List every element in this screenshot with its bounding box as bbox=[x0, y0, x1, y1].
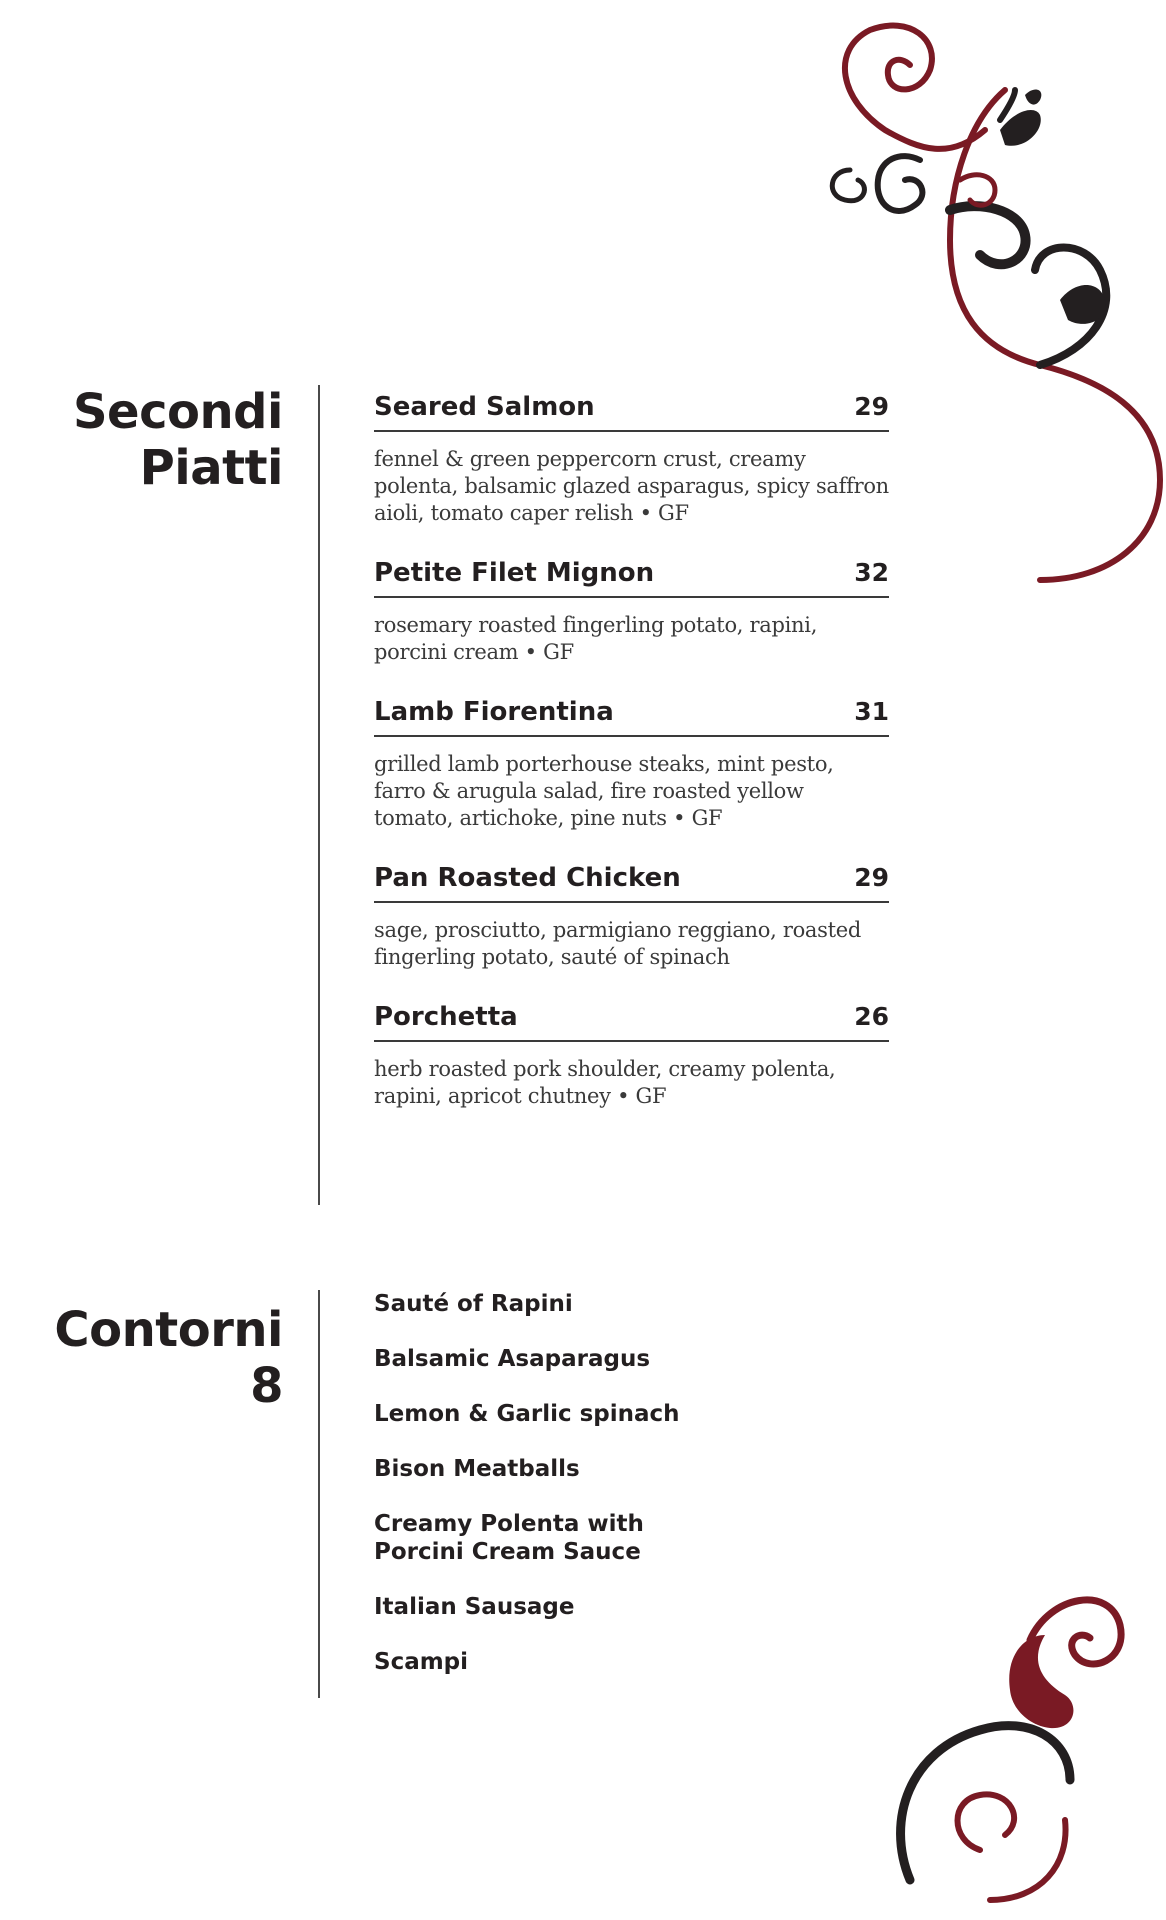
dish-description: grilled lamb porterhouse steaks, mint pesto, farro & arugula salad, fire roasted yellow tomato, artichoke, pine nuts • GF bbox=[374, 752, 834, 830]
dish-header bbox=[374, 863, 889, 903]
contorni-list bbox=[374, 1290, 889, 1703]
dish-name: Porchetta bbox=[374, 1002, 518, 1032]
section-title-secondi-piatti bbox=[73, 384, 283, 496]
secondi-dish-list bbox=[374, 392, 889, 1141]
dish-price: 29 bbox=[854, 863, 889, 892]
dish-name: Lamb Fiorentina bbox=[374, 697, 614, 727]
dish-price: 31 bbox=[854, 697, 889, 726]
dish-header bbox=[374, 697, 889, 737]
dish-header bbox=[374, 392, 889, 432]
section-title-line: Secondi bbox=[72, 384, 283, 440]
section-divider bbox=[318, 1290, 320, 1698]
dish-price: 26 bbox=[854, 1002, 889, 1031]
dish-name: Pan Roasted Chicken bbox=[374, 863, 681, 893]
side-item: Bison Meatballs bbox=[374, 1456, 580, 1482]
side-item: Balsamic Asaparagus bbox=[374, 1346, 651, 1372]
dish-item bbox=[374, 392, 889, 527]
side-item: Lemon & Garlic spinach bbox=[374, 1401, 680, 1427]
section-title-line: Piatti bbox=[139, 440, 283, 496]
dish-name: Seared Salmon bbox=[374, 392, 595, 422]
section-price: 8 bbox=[250, 1358, 283, 1414]
dish-item bbox=[374, 1002, 889, 1110]
section-title-contorni bbox=[54, 1302, 283, 1414]
section-title-line: Contorni bbox=[54, 1302, 283, 1358]
dish-name: Petite Filet Mignon bbox=[374, 558, 655, 588]
flourish-bottom-icon bbox=[870, 1580, 1166, 1920]
dish-description: herb roasted pork shoulder, creamy polenta, rapini, apricot chutney • GF bbox=[374, 1057, 836, 1108]
dish-description: rosemary roasted fingerling potato, rapini, porcini cream • GF bbox=[374, 613, 818, 664]
dish-price: 32 bbox=[854, 558, 889, 587]
dish-item bbox=[374, 863, 889, 971]
side-item: Scampi bbox=[374, 1649, 469, 1675]
section-divider bbox=[318, 385, 320, 1205]
dish-description: sage, prosciutto, parmigiano reggiano, roasted fingerling potato, sauté of spinach bbox=[374, 918, 862, 969]
dish-header bbox=[374, 1002, 889, 1042]
dish-item bbox=[374, 558, 889, 666]
dish-price: 29 bbox=[854, 392, 889, 421]
side-item: Italian Sausage bbox=[374, 1594, 575, 1620]
dish-item bbox=[374, 697, 889, 832]
side-item: Creamy Polenta with Porcini Cream Sauce bbox=[374, 1511, 644, 1565]
dish-description: fennel & green peppercorn crust, creamy polenta, balsamic glazed asparagus, spicy saffron aioli, tomato caper relish • GF bbox=[374, 447, 889, 525]
side-item: Sauté of Rapini bbox=[374, 1291, 573, 1317]
dish-header bbox=[374, 558, 889, 598]
